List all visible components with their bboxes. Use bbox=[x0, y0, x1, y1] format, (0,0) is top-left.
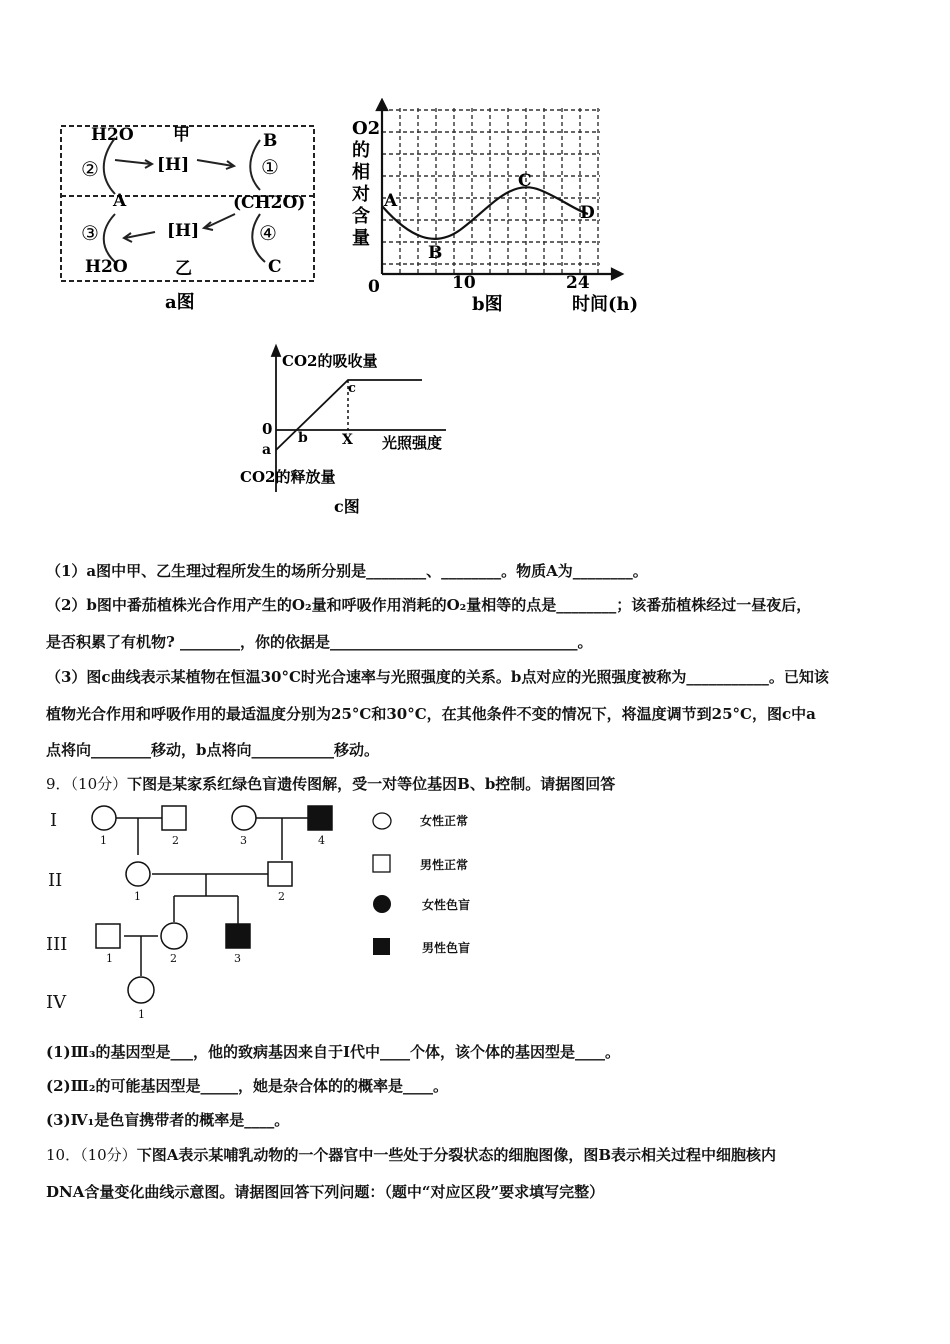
person-i1-female-normal bbox=[92, 806, 116, 830]
fig-a-h2o-top: H2O bbox=[91, 125, 134, 145]
fig-a-h2o-bot: H2O bbox=[85, 257, 128, 277]
id-iii2: 2 bbox=[170, 952, 177, 965]
q9-sub2: (2)Ⅲ₂的可能基因型是_____，她是杂合体的的概率是____。 bbox=[46, 1077, 448, 1095]
fig-a-ch2o: (CH2O) bbox=[233, 193, 306, 213]
fig-c-ybot: CO2的释放量 bbox=[240, 468, 336, 486]
gen-label-2: II bbox=[48, 870, 63, 891]
person-ii1-female-normal bbox=[126, 862, 150, 886]
fig-a-caption: a图 bbox=[165, 292, 195, 313]
legend-female-colorblind-label: 女性色盲 bbox=[422, 898, 471, 912]
fig-a-jia: 甲 bbox=[173, 125, 190, 145]
person-i4-male-colorblind bbox=[308, 806, 332, 830]
fig-b-tick-24: 24 bbox=[566, 273, 590, 293]
fig-b-caption: b图 bbox=[472, 294, 503, 315]
q8-part2-line2: 是否积累了有机物? ________，你的依据是_________________________________。 bbox=[46, 633, 593, 651]
q8-part2-line1: （2）b图中番茄植株光合作用产生的O₂量和呼吸作用消耗的O₂量相等的点是________；该番茄植株经过一昼夜后， bbox=[46, 596, 812, 614]
q9-sub1: (1)Ⅲ₃的基因型是___，他的致病基因来自于Ⅰ代中____个体，该个体的基因型是____。 bbox=[46, 1043, 620, 1061]
id-ii1: 1 bbox=[134, 890, 141, 903]
figure-a bbox=[55, 118, 325, 318]
id-i4: 4 bbox=[318, 834, 325, 847]
q10-line1: 下图A表示某哺乳动物的一个器官中一些处于分裂状态的细胞图像，图B表示相关过程中细胞核内 bbox=[136, 1146, 777, 1164]
fig-b-point-c: C bbox=[518, 171, 532, 191]
gen-label-4: IV bbox=[46, 992, 67, 1013]
fig-b-grid bbox=[382, 108, 600, 274]
person-iii1-male-normal bbox=[96, 924, 120, 948]
id-i3: 3 bbox=[240, 834, 247, 847]
id-iv1: 1 bbox=[138, 1008, 145, 1021]
fig-b-tick-10: 10 bbox=[452, 273, 476, 293]
fig-a-circle3: ③ bbox=[81, 221, 99, 245]
fig-c-caption: c图 bbox=[334, 497, 360, 516]
person-iii2-female-normal bbox=[161, 923, 187, 949]
person-ii2-male-normal bbox=[268, 862, 292, 886]
fig-a-b: B bbox=[263, 131, 278, 151]
fig-b-ylabel-2: 的 bbox=[352, 140, 370, 161]
q8-part1: （1）a图中甲、乙生理过程所发生的场所分别是________、________。物质A为________。 bbox=[46, 562, 648, 580]
figure-b bbox=[340, 98, 660, 318]
fig-a-A: A bbox=[113, 191, 127, 211]
q10-line2: DNA含量变化曲线示意图。请据图回答下列问题：（题中“对应区段”要求填写完整） bbox=[46, 1183, 605, 1201]
legend-female-normal-label: 女性正常 bbox=[420, 814, 469, 828]
id-i1: 1 bbox=[100, 834, 107, 847]
person-i2-male-normal bbox=[162, 806, 186, 830]
fig-a-circle4: ④ bbox=[259, 221, 277, 245]
fig-a-c: C bbox=[268, 257, 282, 277]
id-ii2: 2 bbox=[278, 890, 285, 903]
q9-header bbox=[46, 774, 615, 794]
legend-male-colorblind-symbol bbox=[371, 936, 393, 958]
q10-number: 10．（10分） bbox=[46, 1146, 137, 1164]
fig-b-ylabel-1: O2 bbox=[352, 118, 381, 139]
id-iii3: 3 bbox=[234, 952, 241, 965]
fig-b-curve bbox=[382, 187, 588, 239]
person-iv1-female-normal bbox=[128, 977, 154, 1003]
id-i2: 2 bbox=[172, 834, 179, 847]
q8-part3-line2: 植物光合作用和呼吸作用的最适温度分别为25°C和30°C，在其他条件不变的情况下，将温度调节到25°C，图c中a bbox=[46, 705, 816, 723]
fig-b-ylabel-6: 量 bbox=[352, 228, 370, 249]
fig-b-tick-0: 0 bbox=[368, 277, 380, 297]
fig-c-zero: 0 bbox=[262, 420, 273, 438]
fig-b-point-a: A bbox=[384, 191, 398, 211]
fig-b-ylabel-5: 含 bbox=[352, 206, 370, 227]
q9-sub3: (3)Ⅳ₁是色盲携带者的概率是____。 bbox=[46, 1111, 290, 1129]
fig-c-point-c: c bbox=[348, 381, 356, 396]
fig-a-yi: 乙 bbox=[175, 259, 192, 279]
legend-male-normal-symbol bbox=[371, 853, 393, 875]
gen-label-1: I bbox=[50, 810, 58, 831]
legend-male-colorblind-label: 男性色盲 bbox=[422, 941, 471, 955]
fig-c-point-a: a bbox=[262, 442, 272, 458]
fig-c-point-b: b bbox=[298, 430, 308, 446]
person-i3-female-normal bbox=[232, 806, 256, 830]
q9-title: 下图是某家系红绿色盲遗传图解，受一对等位基因B、b控制。请据图回答 bbox=[127, 775, 616, 793]
fig-b-xlabel: 时间(h) bbox=[572, 294, 639, 315]
q8-part3-line1: （3）图c曲线表示某植物在恒温30°C时光合速率与光照强度的关系。b点对应的光照强度被称为___________。已知该 bbox=[46, 668, 829, 686]
legend-female-colorblind-symbol bbox=[371, 893, 393, 915]
person-iii3-male-colorblind bbox=[226, 924, 250, 948]
fig-b-ylabel-4: 对 bbox=[352, 184, 370, 205]
q10-header bbox=[46, 1145, 776, 1165]
fig-b-point-d: D bbox=[580, 203, 595, 223]
gen-label-3: III bbox=[46, 934, 68, 955]
legend-male-normal-label: 男性正常 bbox=[420, 858, 469, 872]
q8-part3-line3: 点将向________移动，b点将向___________移动。 bbox=[46, 741, 379, 759]
fig-c-point-x: X bbox=[342, 432, 353, 448]
q9-number: 9．（10分） bbox=[46, 775, 128, 793]
fig-a-circle1: ① bbox=[261, 155, 279, 179]
legend-female-normal-symbol bbox=[371, 810, 393, 832]
fig-c-ytop: CO2的吸收量 bbox=[282, 352, 378, 370]
fig-c-xlabel: 光照强度 bbox=[382, 434, 443, 452]
fig-a-circle2: ② bbox=[81, 157, 99, 181]
fig-b-point-b: B bbox=[428, 243, 443, 263]
id-iii1: 1 bbox=[106, 952, 113, 965]
pedigree-chart bbox=[40, 800, 360, 1025]
fig-b-ylabel-3: 相 bbox=[352, 162, 370, 183]
figure-c bbox=[236, 342, 476, 522]
fig-b-axes bbox=[377, 100, 622, 279]
fig-a-h2: [H] bbox=[167, 221, 200, 241]
fig-a-h1: [H] bbox=[157, 155, 190, 175]
